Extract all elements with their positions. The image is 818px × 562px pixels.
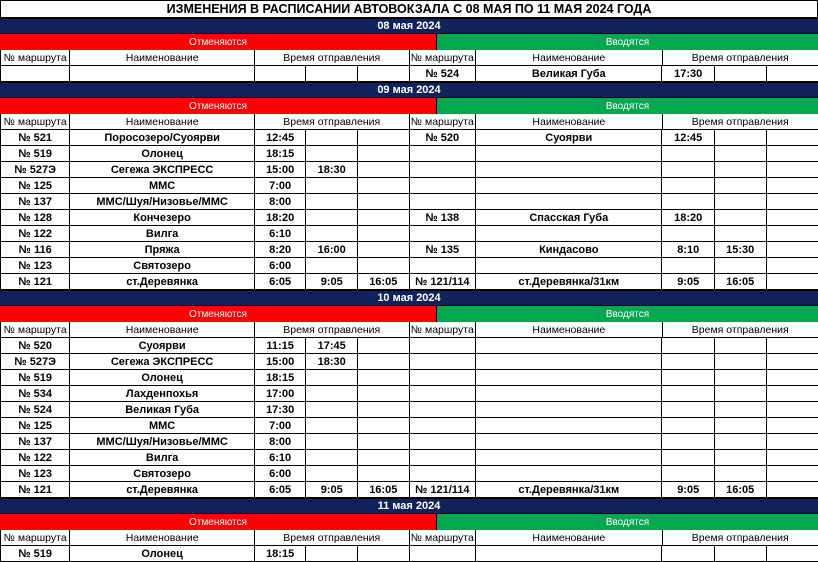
time-cell: 9:05: [662, 482, 715, 498]
name-header: Наименование: [70, 114, 255, 130]
table-row: [0, 402, 818, 418]
name-cell: Киндасово: [476, 242, 662, 258]
route-no-cell: [410, 226, 477, 242]
time-cell: [358, 402, 410, 418]
time-cell: [358, 418, 410, 434]
name-cell: [476, 354, 662, 370]
name-cell: Олонец: [70, 146, 255, 162]
time-cell: 18:20: [662, 210, 715, 226]
name-cell: Вилга: [70, 450, 255, 466]
route-no-cell: [410, 370, 477, 386]
time-cell: 17:00: [255, 386, 307, 402]
time-cell: 18:15: [255, 370, 307, 386]
name-cell: [476, 162, 662, 178]
name-header: Наименование: [476, 530, 662, 546]
name-cell: Святозеро: [70, 466, 255, 482]
time-cell: [715, 450, 767, 466]
time-cell: 9:05: [306, 482, 358, 498]
route-no-cell: № 128: [0, 210, 70, 226]
route-no-cell: № 121/114: [410, 274, 477, 290]
time-cell: 9:05: [306, 274, 358, 290]
route-no-cell: № 138: [410, 210, 477, 226]
route-no-header: № маршрута: [0, 50, 70, 66]
name-header: Наименование: [476, 50, 662, 66]
name-cell: [476, 258, 662, 274]
time-cell: [767, 386, 818, 402]
introduced-band: Вводятся: [437, 306, 818, 322]
route-no-cell: [410, 354, 477, 370]
route-no-cell: № 524: [410, 66, 477, 82]
route-no-cell: № 135: [410, 242, 477, 258]
date-header: 08 мая 2024: [0, 18, 818, 34]
time-cell: [767, 242, 818, 258]
time-cell: [662, 194, 715, 210]
route-no-cell: № 137: [0, 194, 70, 210]
time-cell: 12:45: [255, 130, 307, 146]
route-no-cell: [410, 386, 477, 402]
route-no-header: № маршрута: [0, 322, 70, 338]
route-no-cell: № 122: [0, 450, 70, 466]
time-cell: [255, 66, 307, 82]
time-cell: [306, 386, 358, 402]
route-no-cell: № 137: [0, 434, 70, 450]
route-no-header: № маршрута: [0, 530, 70, 546]
time-cell: [662, 386, 715, 402]
time-cell: [767, 274, 818, 290]
time-cell: [715, 338, 767, 354]
time-cell: 16:00: [306, 242, 358, 258]
name-cell: Лахденпохья: [70, 386, 255, 402]
route-no-cell: [410, 178, 477, 194]
page-title: ИЗМЕНЕНИЯ В РАСПИСАНИИ АВТОВОКЗАЛА С 08 МАЯ ПО 11 МАЯ 2024 ГОДА: [0, 0, 818, 18]
time-cell: 17:30: [662, 66, 715, 82]
table-row: [0, 338, 818, 354]
column-header-row: [0, 114, 818, 130]
table-row: [0, 274, 818, 290]
route-no-cell: № 121/114: [410, 482, 477, 498]
time-cell: 8:10: [662, 242, 715, 258]
table-row: [0, 194, 818, 210]
time-cell: 18:20: [255, 210, 307, 226]
name-cell: [476, 386, 662, 402]
route-no-cell: № 520: [0, 338, 70, 354]
name-cell: Поросозеро/Суоярви: [70, 130, 255, 146]
name-header: Наименование: [70, 530, 255, 546]
name-cell: Великая Губа: [70, 402, 255, 418]
time-cell: 18:30: [306, 354, 358, 370]
route-no-header: № маршрута: [410, 50, 477, 66]
route-no-header: № маршрута: [410, 530, 477, 546]
time-cell: [358, 338, 410, 354]
time-cell: [767, 370, 818, 386]
route-no-cell: № 116: [0, 242, 70, 258]
time-cell: [715, 66, 767, 82]
time-cell: [662, 434, 715, 450]
route-no-cell: [410, 450, 477, 466]
time-cell: [306, 210, 358, 226]
time-cell: [358, 130, 410, 146]
time-cell: [306, 194, 358, 210]
route-no-cell: [410, 258, 477, 274]
time-cell: [662, 162, 715, 178]
route-no-cell: [410, 402, 477, 418]
name-cell: [70, 66, 255, 82]
name-cell: ММС: [70, 418, 255, 434]
route-no-cell: [410, 418, 477, 434]
time-cell: [358, 162, 410, 178]
column-header-row: [0, 50, 818, 66]
time-cell: [662, 338, 715, 354]
time-cell: 17:45: [306, 338, 358, 354]
time-cell: [715, 226, 767, 242]
time-cell: 6:00: [255, 258, 307, 274]
name-cell: Великая Губа: [476, 66, 662, 82]
route-no-cell: № 519: [0, 370, 70, 386]
route-no-cell: [0, 66, 70, 82]
time-cell: [306, 450, 358, 466]
time-cell: [767, 482, 818, 498]
departure-header: Время отправления: [255, 50, 410, 66]
table-row: [0, 450, 818, 466]
time-cell: 6:05: [255, 274, 307, 290]
column-header-row: [0, 530, 818, 546]
time-cell: 15:30: [715, 242, 767, 258]
time-cell: [767, 402, 818, 418]
time-cell: [715, 466, 767, 482]
time-cell: [662, 354, 715, 370]
name-header: Наименование: [476, 114, 662, 130]
name-header: Наименование: [70, 322, 255, 338]
table-row: [0, 466, 818, 482]
route-no-cell: № 122: [0, 226, 70, 242]
time-cell: [358, 194, 410, 210]
time-cell: 12:45: [662, 130, 715, 146]
time-cell: [358, 258, 410, 274]
time-cell: [715, 418, 767, 434]
name-cell: ст.Деревянка/31км: [476, 274, 662, 290]
time-cell: 8:00: [255, 434, 307, 450]
name-cell: Спасская Губа: [476, 210, 662, 226]
time-cell: 17:30: [255, 402, 307, 418]
name-cell: [476, 418, 662, 434]
name-cell: Сегежа ЭКСПРЕСС: [70, 162, 255, 178]
name-cell: Суоярви: [70, 338, 255, 354]
route-no-cell: № 520: [410, 130, 477, 146]
time-cell: [715, 354, 767, 370]
name-cell: Сегежа ЭКСПРЕСС: [70, 354, 255, 370]
name-cell: [476, 178, 662, 194]
table-row: [0, 226, 818, 242]
time-cell: [662, 146, 715, 162]
time-cell: [715, 194, 767, 210]
time-cell: [358, 210, 410, 226]
time-cell: [662, 370, 715, 386]
time-cell: 7:00: [255, 418, 307, 434]
departure-header: Время отправления: [255, 114, 410, 130]
time-cell: 16:05: [358, 274, 410, 290]
time-cell: [662, 178, 715, 194]
route-no-cell: № 519: [0, 146, 70, 162]
time-cell: [662, 466, 715, 482]
departure-header: Время отправления: [663, 530, 818, 546]
time-cell: [767, 130, 818, 146]
time-cell: [306, 402, 358, 418]
time-cell: [662, 418, 715, 434]
time-cell: [358, 434, 410, 450]
time-cell: [715, 210, 767, 226]
name-header: Наименование: [476, 322, 662, 338]
time-cell: [358, 178, 410, 194]
time-cell: [358, 546, 410, 562]
route-no-cell: [410, 194, 477, 210]
time-cell: [715, 178, 767, 194]
route-no-cell: № 125: [0, 418, 70, 434]
time-cell: [306, 466, 358, 482]
table-row: [0, 130, 818, 146]
date-header: 11 мая 2024: [0, 498, 818, 514]
table-row: [0, 482, 818, 498]
route-no-cell: [410, 434, 477, 450]
name-cell: [476, 546, 662, 562]
time-cell: [767, 178, 818, 194]
table-row: [0, 370, 818, 386]
route-no-cell: № 123: [0, 258, 70, 274]
cancelled-band: Отменяются: [0, 34, 437, 50]
time-cell: [767, 466, 818, 482]
time-cell: [358, 242, 410, 258]
status-band-row: [0, 306, 818, 322]
time-cell: [767, 258, 818, 274]
route-no-header: № маршрута: [410, 322, 477, 338]
time-cell: [358, 386, 410, 402]
status-band-row: [0, 514, 818, 530]
table-row: [0, 418, 818, 434]
time-cell: [715, 130, 767, 146]
time-cell: [715, 434, 767, 450]
time-cell: [358, 466, 410, 482]
time-cell: 16:05: [358, 482, 410, 498]
time-cell: [306, 66, 358, 82]
name-cell: [476, 370, 662, 386]
cancelled-band: Отменяются: [0, 98, 437, 114]
time-cell: [306, 434, 358, 450]
time-cell: [767, 194, 818, 210]
time-cell: 6:10: [255, 450, 307, 466]
table-row: [0, 258, 818, 274]
table-row: [0, 354, 818, 370]
time-cell: 7:00: [255, 178, 307, 194]
time-cell: 9:05: [662, 274, 715, 290]
time-cell: [767, 226, 818, 242]
time-cell: 6:10: [255, 226, 307, 242]
time-cell: [662, 546, 715, 562]
table-row: [0, 66, 818, 82]
time-cell: 6:05: [255, 482, 307, 498]
route-no-cell: [410, 146, 477, 162]
time-cell: [306, 546, 358, 562]
name-cell: [476, 226, 662, 242]
time-cell: [715, 146, 767, 162]
departure-header: Время отправления: [663, 50, 818, 66]
route-no-cell: № 519: [0, 546, 70, 562]
table-row: [0, 162, 818, 178]
cancelled-band: Отменяются: [0, 514, 437, 530]
time-cell: [306, 370, 358, 386]
name-cell: [476, 402, 662, 418]
introduced-band: Вводятся: [437, 34, 818, 50]
time-cell: [715, 386, 767, 402]
time-cell: [358, 354, 410, 370]
name-cell: [476, 146, 662, 162]
departure-header: Время отправления: [663, 322, 818, 338]
name-cell: ММС/Шуя/Низовье/ММС: [70, 194, 255, 210]
time-cell: 15:00: [255, 354, 307, 370]
time-cell: [306, 258, 358, 274]
name-cell: Святозеро: [70, 258, 255, 274]
route-no-header: № маршрута: [410, 114, 477, 130]
time-cell: [662, 450, 715, 466]
column-header-row: [0, 322, 818, 338]
time-cell: [715, 546, 767, 562]
time-cell: [767, 418, 818, 434]
time-cell: 16:05: [715, 274, 767, 290]
name-cell: Олонец: [70, 370, 255, 386]
time-cell: [715, 162, 767, 178]
time-cell: [662, 226, 715, 242]
route-no-cell: № 125: [0, 178, 70, 194]
time-cell: [358, 66, 410, 82]
date-header: 09 мая 2024: [0, 82, 818, 98]
name-cell: [476, 338, 662, 354]
name-cell: [476, 450, 662, 466]
time-cell: [767, 546, 818, 562]
status-band-row: [0, 98, 818, 114]
route-no-cell: [410, 546, 477, 562]
route-no-cell: № 534: [0, 386, 70, 402]
name-cell: ст.Деревянка/31км: [476, 482, 662, 498]
time-cell: [767, 434, 818, 450]
time-cell: [715, 370, 767, 386]
name-cell: [476, 434, 662, 450]
route-no-cell: № 121: [0, 274, 70, 290]
time-cell: [767, 66, 818, 82]
time-cell: [662, 402, 715, 418]
name-cell: ММС: [70, 178, 255, 194]
time-cell: 18:15: [255, 146, 307, 162]
time-cell: [767, 210, 818, 226]
time-cell: 18:30: [306, 162, 358, 178]
status-band-row: [0, 34, 818, 50]
table-row: [0, 210, 818, 226]
name-cell: ст.Деревянка: [70, 274, 255, 290]
time-cell: [767, 146, 818, 162]
time-cell: [767, 338, 818, 354]
route-no-cell: № 524: [0, 402, 70, 418]
time-cell: [715, 402, 767, 418]
time-cell: [767, 450, 818, 466]
name-cell: Кончезеро: [70, 210, 255, 226]
cancelled-band: Отменяются: [0, 306, 437, 322]
route-no-cell: № 121: [0, 482, 70, 498]
name-cell: Пряжа: [70, 242, 255, 258]
introduced-band: Вводятся: [437, 514, 818, 530]
time-cell: [306, 130, 358, 146]
table-row: [0, 434, 818, 450]
departure-header: Время отправления: [255, 530, 410, 546]
time-cell: 16:05: [715, 482, 767, 498]
time-cell: 11:15: [255, 338, 307, 354]
route-no-cell: [410, 466, 477, 482]
time-cell: [306, 178, 358, 194]
name-cell: ст.Деревянка: [70, 482, 255, 498]
time-cell: 18:15: [255, 546, 307, 562]
introduced-band: Вводятся: [437, 98, 818, 114]
time-cell: 8:20: [255, 242, 307, 258]
route-no-cell: [410, 338, 477, 354]
route-no-cell: № 521: [0, 130, 70, 146]
name-cell: Суоярви: [476, 130, 662, 146]
time-cell: [358, 370, 410, 386]
route-no-cell: № 527Э: [0, 354, 70, 370]
time-cell: [767, 354, 818, 370]
departure-header: Время отправления: [663, 114, 818, 130]
time-cell: [306, 418, 358, 434]
name-header: Наименование: [70, 50, 255, 66]
time-cell: [358, 146, 410, 162]
table-row: [0, 546, 818, 562]
time-cell: [662, 258, 715, 274]
time-cell: 8:00: [255, 194, 307, 210]
route-no-cell: № 527Э: [0, 162, 70, 178]
table-row: [0, 242, 818, 258]
name-cell: ММС/Шуя/Низовье/ММС: [70, 434, 255, 450]
route-no-cell: [410, 162, 477, 178]
name-cell: [476, 194, 662, 210]
table-row: [0, 146, 818, 162]
time-cell: [306, 226, 358, 242]
date-header: 10 мая 2024: [0, 290, 818, 306]
table-row: [0, 386, 818, 402]
time-cell: [358, 226, 410, 242]
table-row: [0, 178, 818, 194]
name-cell: Вилга: [70, 226, 255, 242]
time-cell: [767, 162, 818, 178]
route-no-header: № маршрута: [0, 114, 70, 130]
name-cell: Олонец: [70, 546, 255, 562]
time-cell: [715, 258, 767, 274]
time-cell: 6:00: [255, 466, 307, 482]
time-cell: 15:00: [255, 162, 307, 178]
departure-header: Время отправления: [255, 322, 410, 338]
time-cell: [306, 146, 358, 162]
time-cell: [358, 450, 410, 466]
name-cell: [476, 466, 662, 482]
route-no-cell: № 123: [0, 466, 70, 482]
